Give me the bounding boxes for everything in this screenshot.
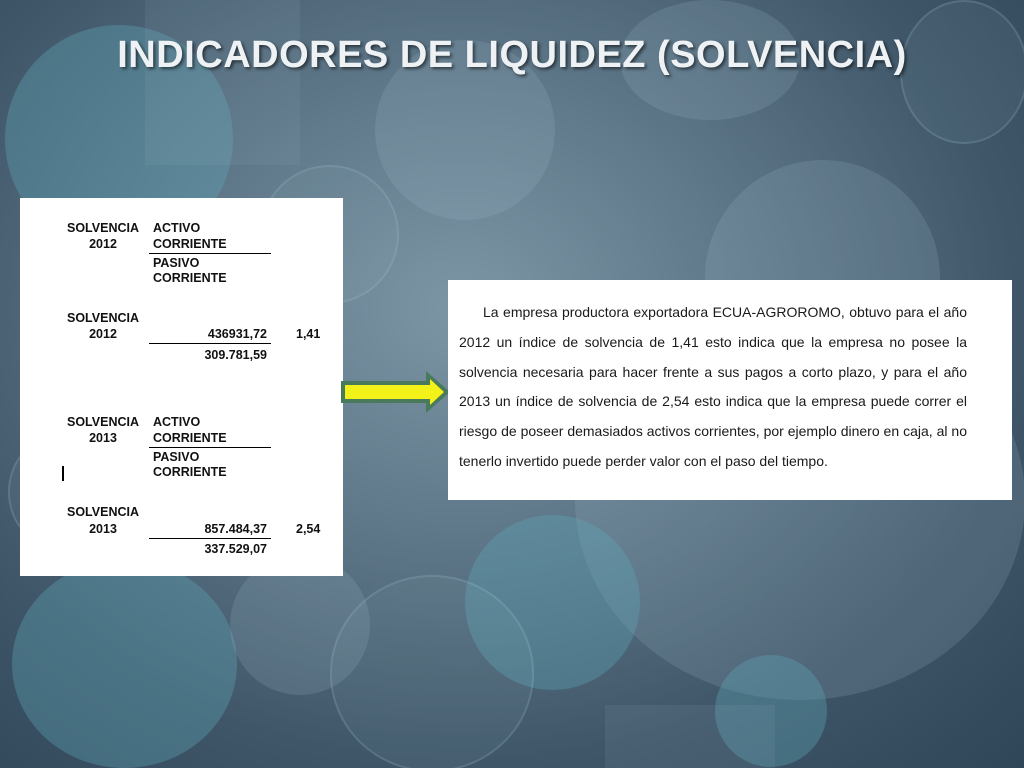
denominator-line-1: PASIVO bbox=[153, 450, 200, 464]
text-cursor bbox=[62, 466, 64, 481]
ratio-label: SOLVENCIA bbox=[67, 221, 139, 235]
numerator-line-1: ACTIVO bbox=[153, 415, 201, 429]
numerator-line-2: CORRIENTE bbox=[153, 237, 227, 251]
explanation-text: La empresa productora exportadora ECUA-AGROROMO, obtuvo para el año 2012 un índice de solvencia de 1,41 esto indica que la empresa no posee la solvencia necesaria para hacer frente a sus pagos a corto plazo, y para el año 2013 un índice de solvencia de 2,54 esto indica que la empresa puede correr el riesgo de poseer demasiados activos corrientes, por ejemplo dinero en caja, al no tenerlo invertido puede perder valor con el paso del tiempo. bbox=[459, 304, 967, 469]
ratio-label: SOLVENCIA bbox=[67, 311, 139, 325]
bg-square bbox=[605, 705, 775, 768]
ratio-year: 2013 bbox=[89, 431, 117, 445]
fraction-rule bbox=[149, 343, 271, 344]
ratio-label: SOLVENCIA bbox=[67, 505, 139, 519]
pasivo-corriente-value: 337.529,07 bbox=[204, 542, 267, 556]
slide-title: INDICADORES DE LIQUIDEZ (SOLVENCIA) bbox=[117, 34, 907, 76]
solvency-result: 2,54 bbox=[296, 522, 321, 536]
explanation-panel bbox=[448, 280, 1012, 500]
denominator-line-2: CORRIENTE bbox=[153, 271, 227, 285]
solvency-result: 1,41 bbox=[296, 327, 321, 341]
denominator-line-2: CORRIENTE bbox=[153, 465, 227, 479]
arrow-right-icon bbox=[338, 369, 453, 415]
activo-corriente-value: 436931,72 bbox=[207, 327, 267, 341]
bg-circle bbox=[12, 560, 237, 768]
numerator-line-1: ACTIVO bbox=[153, 221, 201, 235]
denominator-line-1: PASIVO bbox=[153, 256, 200, 270]
solvency-calculation-panel bbox=[20, 198, 343, 576]
fraction-rule bbox=[149, 447, 271, 448]
activo-corriente-value: 857.484,37 bbox=[204, 522, 267, 536]
ratio-year: 2012 bbox=[89, 327, 117, 341]
fraction-rule bbox=[149, 538, 271, 539]
bg-circle bbox=[230, 555, 370, 695]
bg-square bbox=[145, 0, 300, 165]
ratio-label: SOLVENCIA bbox=[67, 415, 139, 429]
pasivo-corriente-value: 309.781,59 bbox=[204, 348, 267, 362]
ratio-year: 2013 bbox=[89, 522, 117, 536]
numerator-line-2: CORRIENTE bbox=[153, 431, 227, 445]
fraction-rule bbox=[149, 253, 271, 254]
ratio-year: 2012 bbox=[89, 237, 117, 251]
